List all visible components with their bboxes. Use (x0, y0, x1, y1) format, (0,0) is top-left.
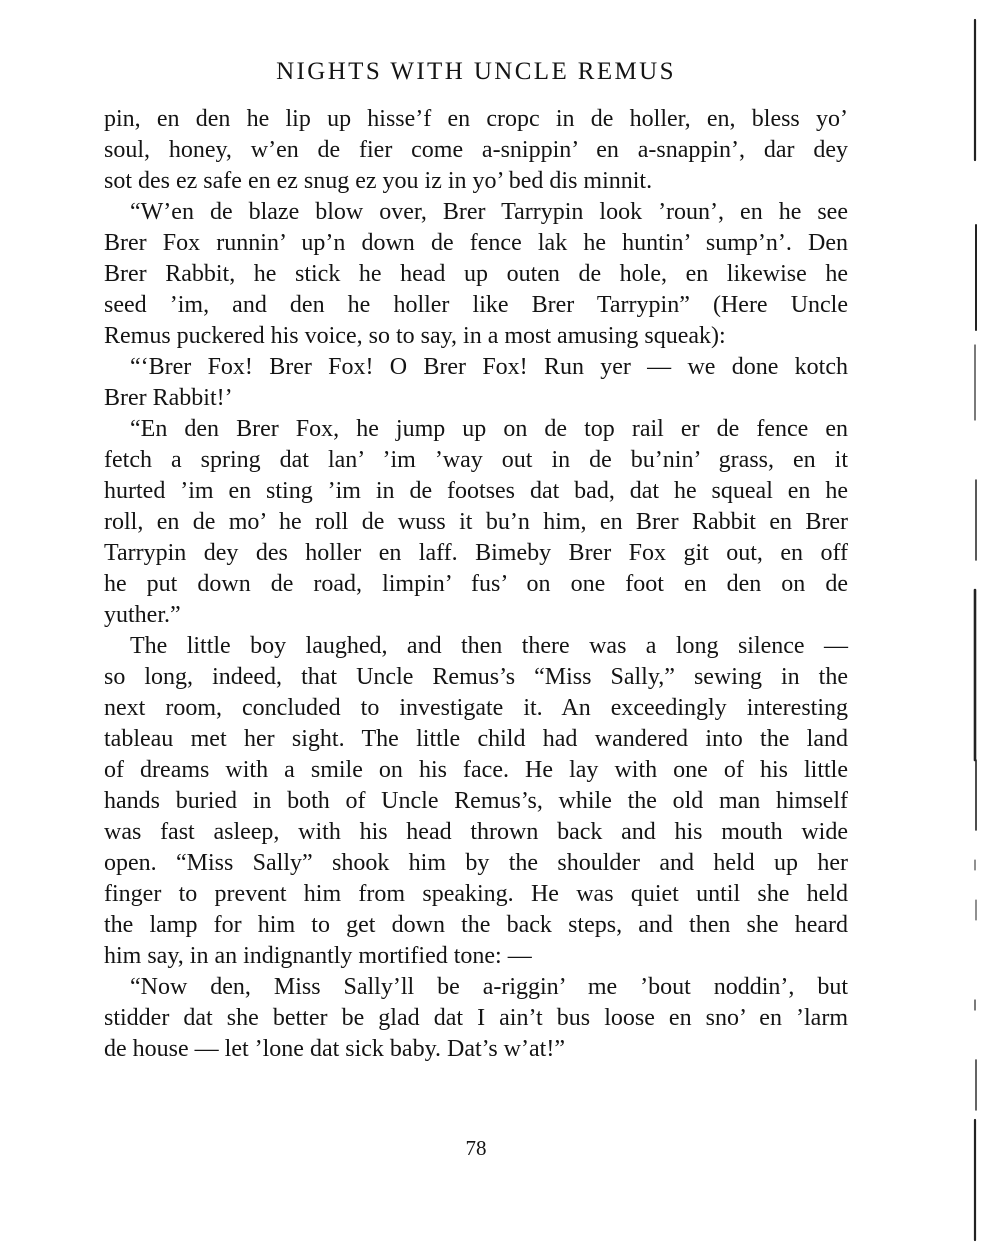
text-line: stidder dat she better be glad dat I ain’t bus loose en sno’ en ’larm (104, 1005, 848, 1031)
text-line: seed ’im, and den he holler like Brer Tarrypin” (Here Uncle (104, 292, 848, 318)
text-line: open. “Miss Sally” shook him by the shoulder and held up her (104, 850, 848, 876)
text-line: roll, en de mo’ he roll de wuss it bu’n him, en Brer Rabbit en Brer (104, 509, 848, 535)
text-line: de house — let ’lone dat sick baby. Dat’s w’at!” (104, 1036, 565, 1062)
text-line: Brer Rabbit, he stick he head up outen de hole, en likewise he (104, 261, 848, 287)
text-line: Tarrypin dey des holler en laff. Bimeby Brer Fox git out, en off (104, 540, 848, 566)
text-line: The little boy laughed, and then there was a long silence — (130, 633, 848, 659)
text-line: tableau met her sight. The little child had wandered into the land (104, 726, 848, 752)
page-number: 78 (465, 1136, 487, 1160)
text-line: sot des ez safe en ez snug ez you iz in yo’ bed dis minnit. (104, 168, 653, 194)
text-line: was fast asleep, with his head thrown back and his mouth wide (104, 819, 848, 845)
text-line: “En den Brer Fox, he jump up on de top rail er de fence en (130, 416, 848, 442)
text-line: soul, honey, w’en de fier come a-snippin’ en a-snappin’, dar dey (104, 137, 848, 163)
text-line: “‘Brer Fox! Brer Fox! O Brer Fox! Run yer — we done kotch (130, 354, 848, 380)
text-line: next room, concluded to investigate it. An exceedingly interesting (104, 695, 848, 721)
text-line: so long, indeed, that Uncle Remus’s “Miss Sally,” sewing in the (104, 664, 848, 690)
paragraph (104, 104, 848, 197)
paragraph (104, 972, 848, 1065)
text-line: he put down de road, limpin’ fus’ on one foot en den on de (104, 571, 848, 597)
paragraph (104, 631, 848, 972)
paragraph (104, 197, 848, 352)
text-line: Remus puckered his voice, so to say, in a most amusing squeak): (104, 323, 726, 349)
running-head: NIGHTS WITH UNCLE REMUS (276, 58, 676, 85)
paragraph (104, 352, 848, 414)
text-line: Brer Fox runnin’ up’n down de fence lak he huntin’ sump’n’. Den (104, 230, 848, 256)
text-line: hands buried in both of Uncle Remus’s, while the old man himself (104, 788, 848, 814)
body-text (104, 104, 848, 1065)
text-line: hurted ’im en sting ’im in de footses dat bad, dat he squeal en he (104, 478, 848, 504)
text-line: yuther.” (104, 602, 181, 628)
text-line: of dreams with a smile on his face. He lay with one of his little (104, 757, 848, 783)
scan-edge-shadow (964, 0, 986, 1254)
text-line: the lamp for him to get down the back steps, and then she heard (104, 912, 848, 938)
paragraph (104, 414, 848, 631)
text-line: finger to prevent him from speaking. He was quiet until she held (104, 881, 848, 907)
text-line: Brer Rabbit!’ (104, 385, 233, 411)
text-line: him say, in an indignantly mortified tone: — (104, 943, 532, 969)
text-line: fetch a spring dat lan’ ’im ’way out in de bu’nin’ grass, en it (104, 447, 848, 473)
text-line: “W’en de blaze blow over, Brer Tarrypin look ’roun’, en he see (130, 199, 848, 225)
text-line: pin, en den he lip up hisse’f en cropc in de holler, en, bless yo’ (104, 106, 848, 132)
text-line: “Now den, Miss Sally’ll be a-riggin’ me ’bout noddin’, but (130, 974, 848, 1000)
